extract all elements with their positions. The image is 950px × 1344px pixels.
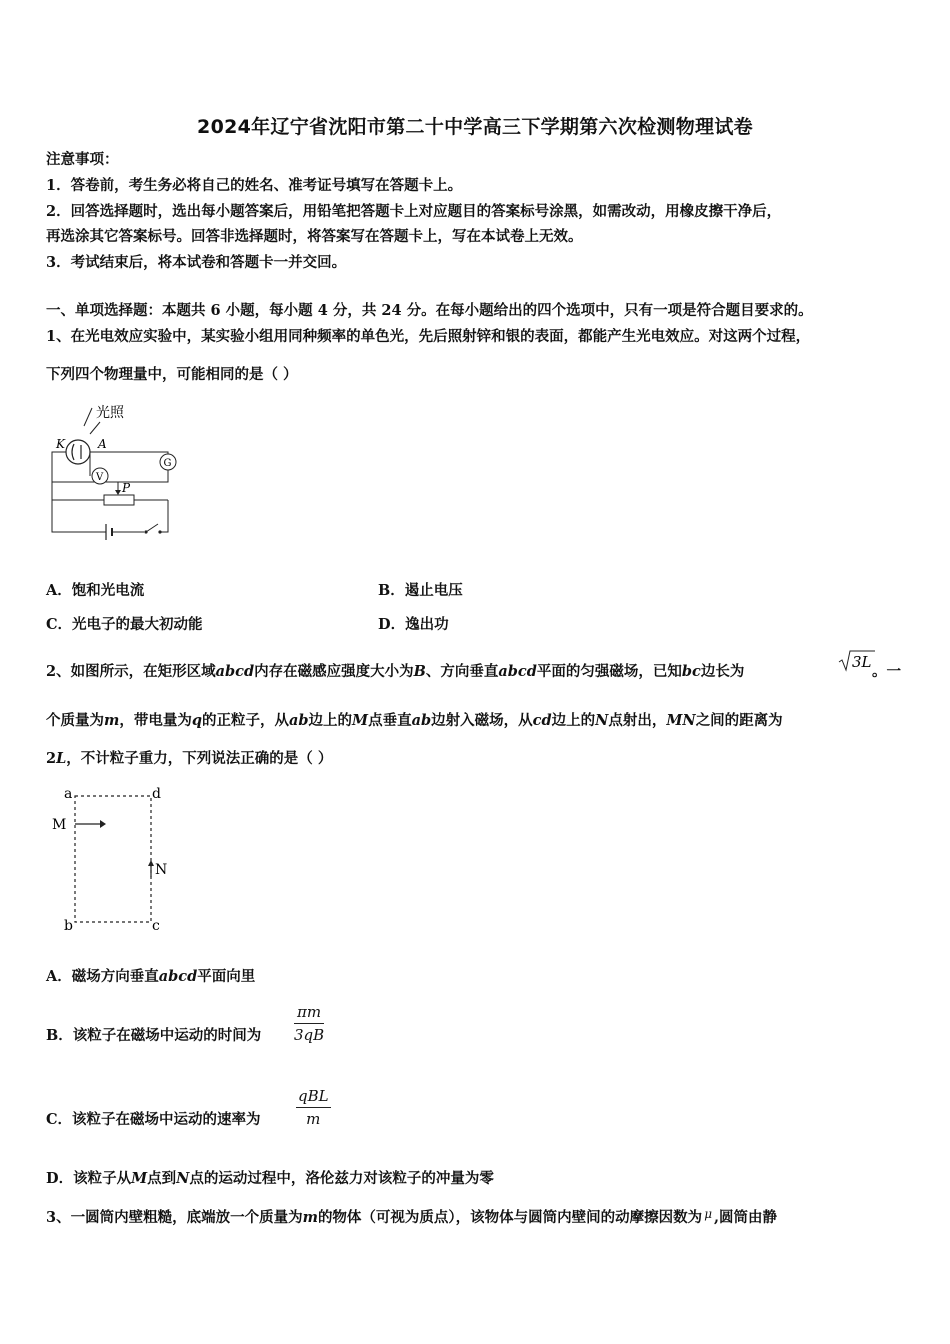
q2-var-bc: bc [681,663,701,680]
entry-arrowhead-icon [100,820,106,828]
notice-item-1: 1．答卷前，考生务必将自己的姓名、准考证号填写在答题卡上。 [46,177,463,194]
q2-option-d-text: 点到 [147,1170,177,1187]
q1-option-a[interactable]: A．饱和光电流 [46,582,145,599]
q2-stem-line1 [46,662,744,682]
notice-item-3: 3．考试结束后，将本试卷和答题卡一并交回。 [46,254,347,271]
rheostat-icon [104,495,134,505]
q2-text: 个质量为 [46,712,104,729]
q2-text: 平面的匀强磁场，已知 [536,663,682,680]
photoelectric-circuit-figure [44,400,204,540]
switch-icon [146,524,158,532]
q2-option-a-text: 平面向里 [197,968,256,985]
q2-stem-line3 [46,749,332,769]
q2-text: 之间的距离为 [695,712,783,729]
point-m-label: M [52,817,67,833]
wire-right [160,500,168,532]
q2-option-d-text: 点的运动过程中，洛伦兹力对该粒子的冲量为零 [189,1170,494,1187]
point-n-label: N [155,862,168,878]
q2-text: ，不计粒子重力，下列说法正确的是（ ） [66,750,333,767]
q3-text: 3、一圆筒内壁粗糙，底端放一个质量为 [46,1209,303,1226]
q2-option-b[interactable]: B．该粒子在磁场中运动的时间为 [46,1027,262,1044]
q2-option-b-fraction [294,1003,324,1044]
wire-mid [52,469,168,482]
q3-var-m: m [302,1209,318,1226]
magnetic-field-figure [44,782,184,934]
q2-option-c-fraction [296,1087,331,1128]
q1-option-c[interactable]: C．光电子的最大初动能 [46,616,203,633]
q2-text: ，带电量为 [119,712,192,729]
q2-var-mn: MN [666,712,696,729]
q2-text: 边长为 [700,663,745,680]
fraction-denominator: m [306,1110,321,1128]
q2-text: 点射出， [608,712,667,729]
q2-var-n-point: N [595,712,609,729]
corner-b-label: b [64,918,73,934]
q2-var-ab: ab [288,712,309,729]
sqrt-argument: 3L [852,653,872,671]
light-label: 光照 [96,405,124,421]
phototube-icon [66,440,90,464]
q2-var-abcd: abcd [158,968,198,985]
galvanometer-label: G [163,458,172,469]
slider-arrow-icon [115,490,121,495]
q2-var-n-point: N [176,1170,190,1187]
q2-option-c[interactable]: C．该粒子在磁场中运动的速率为 [46,1111,261,1128]
q1-option-d[interactable]: D．逸出功 [378,616,449,633]
anode-label: A [98,437,107,451]
exit-arrowhead-icon [148,860,154,866]
page-title: 2024年辽宁省沈阳市第二十中学高三下学期第六次检测物理试卷 [197,116,753,138]
q2-text: 2、如图所示，在矩形区域 [46,663,216,680]
sqrt-formula [837,648,877,674]
q2-text: 内存在磁感应强度大小为 [254,663,414,680]
fraction-numerator: πm [294,1003,324,1024]
field-region [75,796,151,922]
slider-label: P [122,481,131,495]
light-arrow-1 [84,408,92,426]
q1-stem-line1: 1、在光电效应实验中，某实验小组用同种频率的单色光，先后照射锌和银的表面，都能产生光电效应。对这两个过程， [46,328,811,345]
q3-text: ,圆筒由静 [714,1209,778,1226]
q2-var-cd: cd [532,712,552,729]
q2-text: 边上的 [551,712,596,729]
q2-text: 边射入磁场，从 [431,712,533,729]
wire-top [90,452,168,455]
q2-var-abcd: abcd [215,663,255,680]
q2-option-a[interactable] [46,967,255,987]
corner-a-label: a [64,786,73,802]
q3-text: 的物体（可视为质点），该物体与圆筒内壁间的动摩擦因数为 [317,1209,703,1226]
q2-var-b: B [413,663,426,680]
q1-option-b[interactable]: B．遏止电压 [378,582,463,599]
section-heading: 一、单项选择题：本题共 6 小题，每小题 4 分，共 24 分。在每小题给出的四个选项中，只有一项是符合题目要求的。 [46,302,813,319]
notice-item-2-cont: 再选涂其它答案标号。回答非选择题时，将答案写在答题卡上，写在本试卷上无效。 [46,228,583,245]
light-arrow-2 [90,422,100,434]
q2-option-d[interactable] [46,1169,494,1189]
q2-text: 的正粒子，从 [201,712,289,729]
q2-var-ab: ab [411,712,432,729]
fraction-denominator: 3qB [294,1026,325,1044]
q2-option-d-text: D．该粒子从 [46,1170,132,1187]
q2-var-l: L [56,750,67,767]
q3-var-mu: μ [704,1207,712,1221]
cathode-label: K [56,437,65,451]
q2-var-q: q [191,712,202,729]
corner-d-label: d [152,786,161,802]
cathode-icon [72,444,74,460]
q2-var-m-point: M [352,712,369,729]
fraction-numerator: qBL [296,1087,331,1108]
q2-text: 、方向垂直 [425,663,499,680]
q1-stem-line2: 下列四个物理量中，可能相同的是（ ） [46,366,298,383]
notice-item-2: 2．回答选择题时，选出每小题答案后，用铅笔把答题卡上对应题目的答案标号涂黑，如需改动，用橡皮擦干净后， [46,203,782,220]
q2-var-abcd: abcd [498,663,537,680]
q2-text: 边上的 [308,712,353,729]
q2-var-m-point: M [131,1170,148,1187]
notice-heading: 注意事项： [46,151,119,168]
q2-var-m: m [104,712,120,729]
q2-stem-line1-end: 。一 [872,663,901,680]
q2-text: 2 [46,750,57,767]
voltmeter-label: V [96,472,104,483]
q3-stem-line1 [46,1204,777,1228]
q2-option-a-text: A．磁场方向垂直 [46,968,159,985]
q2-text: 点垂直 [368,712,412,729]
corner-c-label: c [152,918,160,934]
q2-stem-line2 [46,711,783,731]
